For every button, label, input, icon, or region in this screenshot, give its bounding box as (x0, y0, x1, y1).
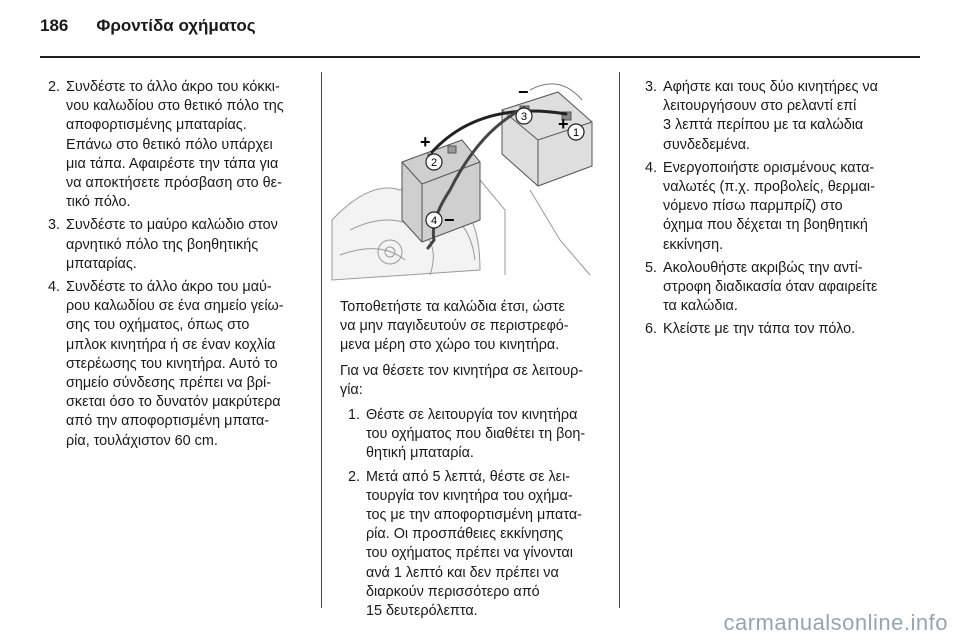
paragraph-cable-placement: Τοποθετήστε τα καλώδια έτσι, ώστε να μην παγιδευτούν σε περιστρεφό- μενα μέρη στο χώρο του κινητήρα. (340, 299, 569, 354)
step-text: Μετά από 5 λεπτά, θέστε σε λει- τουργία τον κινητήρα του οχήμα- τος με την αποφορτισμένη μπατα- ρία. Οι προσπάθειες εκκίνησης του οχήματος πρέπει να γίνονται ανά 1 λεπτό και δεν πρέπει να διαρκούν περισσότερο από 15 δευτερόλεπτα. (366, 468, 582, 620)
step-number: 6. (644, 321, 657, 338)
step-text: Συνδέστε το άλλο άκρο του κόκκι- νου καλωδίου στο θετικό πόλο της αποφορτισμένης μπαταρίας. Επάνω στο θετικό πόλο υπάρχει μια τάπα. Αφαιρέστε την τάπα για να αποκτήσετε πρόσβαση στο θε- τικό πόλο. (66, 79, 284, 211)
step-text: Συνδέστε το μαύρο καλώδιο στον αρνητικό πόλο της βοηθητικής μπαταρίας. (66, 217, 278, 272)
list-item (44, 278, 312, 451)
callout-2 (426, 154, 442, 170)
column-2 (340, 298, 608, 625)
callout-4 (426, 212, 442, 228)
steps-list-1 (44, 78, 312, 451)
column-divider-left (321, 72, 322, 608)
header-rule (40, 56, 920, 58)
step-text: Συνδέστε το άλλο άκρο του μαύ- ρου καλωδίου σε ένα σημείο γείω- σης του οχήματος, όπως στο μπλοκ κινητήρα ή σε έναν κοχλία στερέωσης του κινητήρα. Αυτό το σημείο σύνδεσης πρέπει να βρί- σκεται όσο το δυνατόν μακρύτερα από την αποφορτισμένη μπατα- ρία, τουλάχιστον 60 cm. (66, 279, 284, 449)
step-number: 2. (47, 79, 60, 95)
list-item (637, 159, 909, 255)
step-text: Θέστε σε λειτουργία τον κινητήρα του οχήματος που διαθέτει τη βοη- θητική μπαταρία. (366, 407, 586, 462)
plus-symbol-right: + (558, 114, 569, 134)
list-item (340, 406, 608, 464)
column-1 (44, 78, 312, 455)
list-item (637, 259, 909, 317)
start-steps-list (340, 406, 608, 621)
callout-number-1: 1 (572, 127, 580, 139)
watermark: carmanualsonline.info (723, 610, 948, 635)
step-text: Αφήστε και τους δύο κινητήρες να λειτουργήσουν στο ρελαντί επί 3 λεπτά περίπου με τα καλώδια συνδεδεμένα. (663, 79, 878, 153)
plus-symbol-left: + (420, 132, 431, 152)
step-number: 4. (47, 279, 60, 296)
column-divider-right (619, 72, 620, 608)
step-number: 2. (347, 468, 360, 485)
callout-number-3: 3 (520, 111, 528, 123)
list-item (340, 468, 608, 622)
column-3 (637, 78, 909, 344)
minus-symbol-top: − (518, 82, 529, 102)
step-text: Κλείστε με την τάπα τον πόλο. (663, 321, 856, 338)
step-number: 5. (644, 259, 657, 276)
callout-1 (568, 124, 584, 140)
list-item (44, 78, 312, 212)
page-title: Φροντίδα οχήματος (96, 16, 256, 35)
step-number: 3. (47, 217, 60, 234)
list-item (44, 216, 312, 274)
callout-number-2: 2 (430, 157, 438, 169)
step-text: Ακολουθήστε ακριβώς την αντί- στροφη διαδικασία όταν αφαιρείτε τα καλώδια. (663, 259, 878, 315)
step-number: 4. (644, 159, 657, 176)
page-number: 186 (40, 16, 69, 35)
minus-symbol-bottom: − (444, 210, 455, 230)
list-item (637, 78, 909, 155)
step-number: 1. (347, 407, 360, 424)
paragraph-start-intro: Για να θέσετε τον κινητήρα σε λειτουρ- γία: (340, 362, 584, 398)
steps-list-3 (637, 78, 909, 340)
callout-3 (516, 108, 532, 124)
step-text: Ενεργοποιήστε ορισμένους κατα- ναλωτές (π.χ. προβολείς, θερμαι- νόμενο πίσω παρμπρίζ) στο όχημα που δέχεται τη βοηθητική εκκίνηση. (663, 159, 875, 253)
jump-start-illustration (330, 70, 606, 282)
page-header (40, 16, 256, 48)
step-number: 3. (644, 79, 657, 95)
list-item (637, 320, 909, 339)
callout-number-4: 4 (430, 215, 438, 227)
